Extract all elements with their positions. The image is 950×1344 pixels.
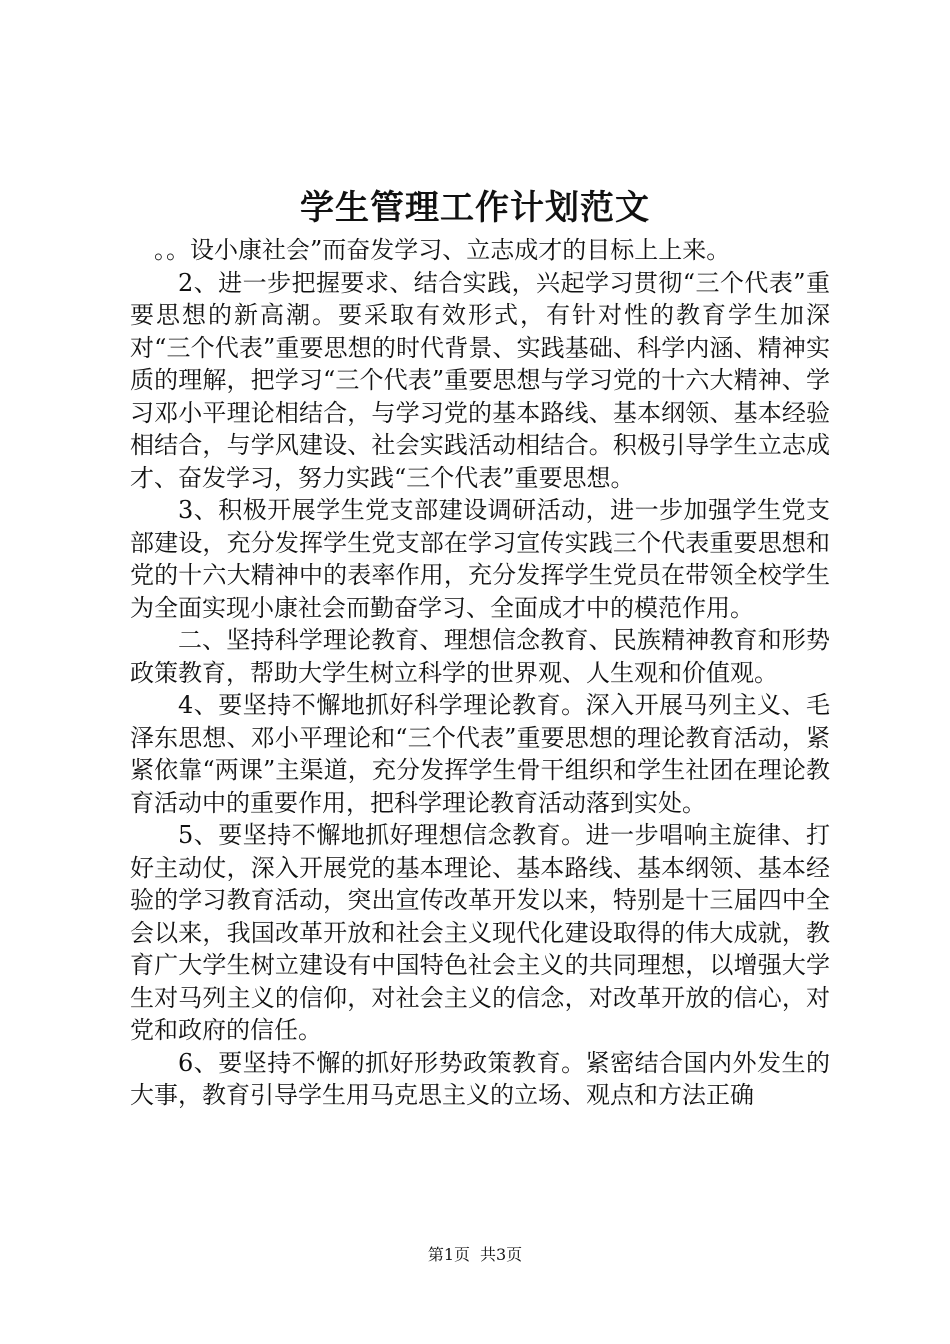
paragraph: 3、积极开展学生党支部建设调研活动，进一步加强学生党支部建设，充分发挥学生党支部在学习宣传实践三个代表重要思想和党的十六大精神中的表率作用，充分发挥学生党员在带领全校学生为全面实现小康社会而勤奋学习、全面成才中的模范作用。 — [130, 496, 830, 622]
page-total: 共3页 — [480, 1245, 523, 1264]
paragraph: 二、坚持科学理论教育、理想信念教育、民族精神教育和形势政策教育，帮助大学生树立科学的世界观、人生观和价值观。 — [130, 626, 830, 687]
paragraph: 5、要坚持不懈地抓好理想信念教育。进一步唱响主旋律、打好主动仗，深入开展党的基本理论、基本路线、基本纲领、基本经验的学习教育活动，突出宣传改革开发以来，特别是十三届四中全会以来，我国改革开放和社会主义现代化建设取得的伟大成就，教育广大学生树立建设有中国特色社会主义的共同理想，以增强大学生对马列主义的信仰，对社会主义的信念，对改革开放的信心，对党和政府的信任。 — [130, 821, 830, 1044]
paragraph: 6、要坚持不懈的抓好形势政策教育。紧密结合国内外发生的大事，教育引导学生用马克思主义的立场、观点和方法正确 — [130, 1048, 830, 1109]
paragraph: 4、要坚持不懈地抓好科学理论教育。深入开展马列主义、毛泽东思想、邓小平理论和“三个代表”重要思想的理论教育活动，紧紧依靠“两课”主渠道，充分发挥学生骨干组织和学生社团在理论教育活动中的重要作用，把科学理论教育活动落到实处。 — [130, 691, 830, 817]
document-title: 学生管理工作计划范文 — [300, 188, 650, 228]
page-footer — [0, 1244, 950, 1266]
paragraph: 2、进一步把握要求、结合实践，兴起学习贯彻“三个代表”重要思想的新高潮。要采取有效形式，有针对性的教育学生加深对“三个代表”重要思想的时代背景、实践基础、科学内涵、精神实质的理解，把学习“三个代表”重要思想与学习党的十六大精神、学习邓小平理论相结合，与学习党的基本路线、基本纲领、基本经验相结合，与学风建设、社会实践活动相结合。积极引导学生立志成才、奋发学习，努力实践“三个代表”重要思想。 — [130, 268, 830, 492]
document-body — [130, 234, 830, 1112]
page-number: 第1页 — [427, 1245, 470, 1264]
paragraph: 。。设小康社会”而奋发学习、立志成才的目标上上来。 — [154, 236, 731, 264]
